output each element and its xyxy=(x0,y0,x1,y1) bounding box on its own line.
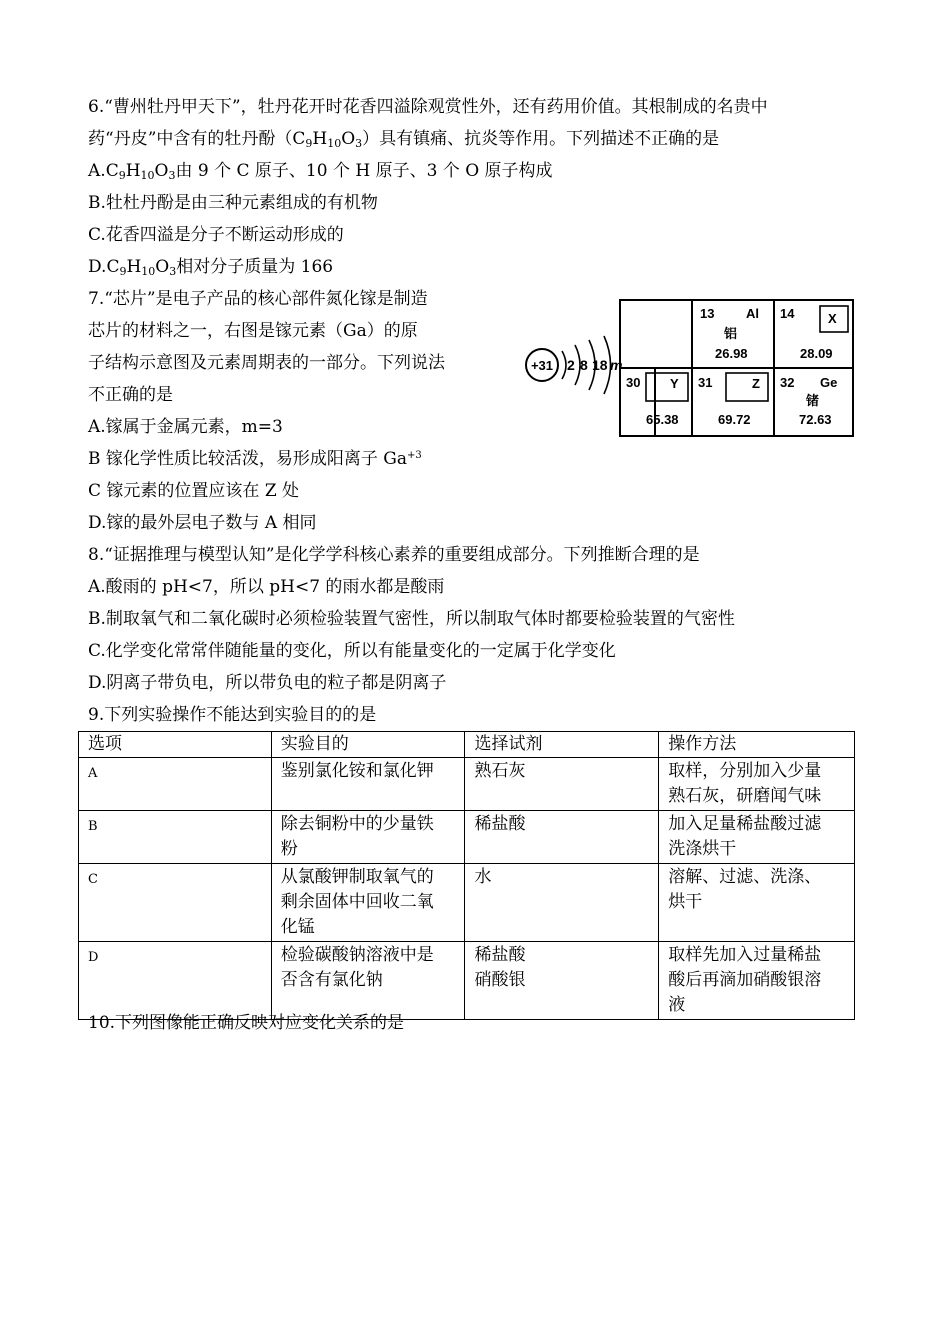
table-row xyxy=(79,864,855,942)
q8-option-a: A.酸雨的 pH<7，所以 pH<7 的雨水都是酸雨 xyxy=(88,577,445,597)
q9-experiment-table xyxy=(78,731,855,1020)
cell-al-name: 铝 xyxy=(724,327,738,342)
cell-z-mass: 69.72 xyxy=(718,412,751,427)
header-option: 选项 xyxy=(79,732,272,758)
q8-option-d: D.阴离子带负电，所以带负电的粒子都是阴离子 xyxy=(88,673,447,693)
cell-al-symbol: Al xyxy=(746,306,759,321)
cell-y-number: 30 xyxy=(626,375,641,390)
q8-option-b: B.制取氧气和二氧化碳时必须检验装置气密性，所以制取气体时都要检验装置的气密性 xyxy=(88,609,735,629)
shell-arc-1 xyxy=(562,351,566,379)
row-purpose: 除去铜粉中的少量铁 粉 xyxy=(271,811,465,864)
row-purpose: 检验碳酸钠溶液中是 否含有氯化钠 xyxy=(271,942,465,1020)
row-reagent: 水 xyxy=(465,864,659,942)
row-purpose: 从氯酸钾制取氧气的 剩余固体中回收二氧 化锰 xyxy=(271,864,465,942)
shell-electrons-outer: m xyxy=(610,357,623,373)
q7-stem-line-1: 7.“芯片”是电子产品的核心部件氮化镓是制造 xyxy=(88,289,428,309)
q7-option-d: D.镓的最外层电子数与 A 相同 xyxy=(88,513,317,533)
table-row xyxy=(79,811,855,864)
q9-stem: 9.下列实验操作不能达到实验目的的是 xyxy=(88,705,377,725)
q8-stem: 8.“证据推理与模型认知”是化学学科核心素养的重要组成部分。下列推断合理的是 xyxy=(88,545,700,565)
row-method: 加入足量稀盐酸过滤 洗涤烘干 xyxy=(659,811,855,864)
cell-x-symbol: X xyxy=(828,311,837,326)
q7-option-c: C 镓元素的位置应该在 Z 处 xyxy=(88,481,300,501)
row-reagent: 熟石灰 xyxy=(465,758,659,811)
q6-stem-line-2: 药“丹皮”中含有的牡丹酚$(C_9H_{10}O_3)$具有镇痛、抗炎等作用。下列描述不正确的是 xyxy=(88,129,720,150)
cell-z-number: 31 xyxy=(698,375,713,390)
q6-option-d: $D.C_9H_{10}O_3$相对分子质量为 166 xyxy=(88,257,334,278)
q6-option-c: C.花香四溢是分子不断运动形成的 xyxy=(88,225,344,245)
row-reagent: 稀盐酸 xyxy=(465,811,659,864)
q6-option-a: $A.C_9H_{10}O_3$由 9 个 C 原子、10 个 H 原子、3 个 O 原子构成 xyxy=(88,161,553,182)
cell-z-box xyxy=(726,373,768,401)
row-reagent: 稀盐酸 硝酸银 xyxy=(465,942,659,1020)
cell-al-number: 13 xyxy=(700,306,715,321)
shell-electrons-2: 8 xyxy=(580,357,588,373)
table-row xyxy=(79,758,855,811)
cell-x-number: 14 xyxy=(780,306,795,321)
q8-option-c: C.化学变化常常伴随能量的变化，所以有能量变化的一定属于化学变化 xyxy=(88,641,616,661)
row-method: 取样，分别加入少量 熟石灰，研磨闻气味 xyxy=(659,758,855,811)
cell-y-box xyxy=(646,373,688,401)
gallium-figure xyxy=(522,293,857,441)
q6-stem-line-1: 6.“曹州牡丹甲天下”，牡丹花开时花香四溢除观赏性外，还有药用价值。其根制成的名贵中 xyxy=(88,97,768,117)
row-option: B xyxy=(79,811,272,864)
cell-ge-name: 锗 xyxy=(806,394,820,409)
row-option: A xyxy=(79,758,272,811)
cell-x-mass: 28.09 xyxy=(800,346,833,361)
periodic-table-fragment xyxy=(620,300,853,436)
q7-option-a: A.镓属于金属元素，m=3 xyxy=(88,417,283,437)
cell-ge-symbol: Ge xyxy=(820,375,838,390)
cell-y-mass: 65.38 xyxy=(646,412,679,427)
header-purpose: 实验目的 xyxy=(271,732,465,758)
shell-electrons-3: 18 xyxy=(592,357,608,373)
row-option: C xyxy=(79,864,272,942)
row-purpose: 鉴别氯化铵和氯化钾 xyxy=(271,758,465,811)
header-reagent: 选择试剂 xyxy=(465,732,659,758)
q7-stem-line-2: 芯片的材料之一，右图是镓元素（Ga）的原 xyxy=(88,321,418,341)
q10-stem: 10.下列图像能正确反映对应变化关系的是 xyxy=(88,1013,405,1033)
cell-al-mass: 26.98 xyxy=(715,346,748,361)
q7-stem-line-4: 不正确的是 xyxy=(88,385,173,405)
cell-ge-mass: 72.63 xyxy=(799,412,832,427)
row-method: 溶解、过滤、洗涤、 烘干 xyxy=(659,864,855,942)
nucleus-charge: +31 xyxy=(530,358,554,373)
atom-structure-diagram xyxy=(526,336,622,394)
row-method: 取样先加入过量稀盐 酸后再滴加硝酸银溶 液 xyxy=(659,942,855,1020)
cell-ge-number: 32 xyxy=(780,375,795,390)
q7-option-b: B 镓化学性质比较活泼，易形成阳离子 $Ga^{+3}$ xyxy=(88,449,422,469)
row-option: D xyxy=(79,942,272,1020)
cell-z-symbol: Z xyxy=(752,376,760,391)
table-header-row xyxy=(79,732,855,758)
cell-y-symbol: Y xyxy=(670,376,679,391)
q7-stem-line-3: 子结构示意图及元素周期表的一部分。下列说法 xyxy=(88,353,445,373)
header-method: 操作方法 xyxy=(659,732,855,758)
q6-option-b: B.牡杜丹酚是由三种元素组成的有机物 xyxy=(88,193,378,213)
table-row xyxy=(79,942,855,1020)
gallium-figure-svg xyxy=(522,293,857,441)
shell-electrons-1: 2 xyxy=(567,357,575,373)
